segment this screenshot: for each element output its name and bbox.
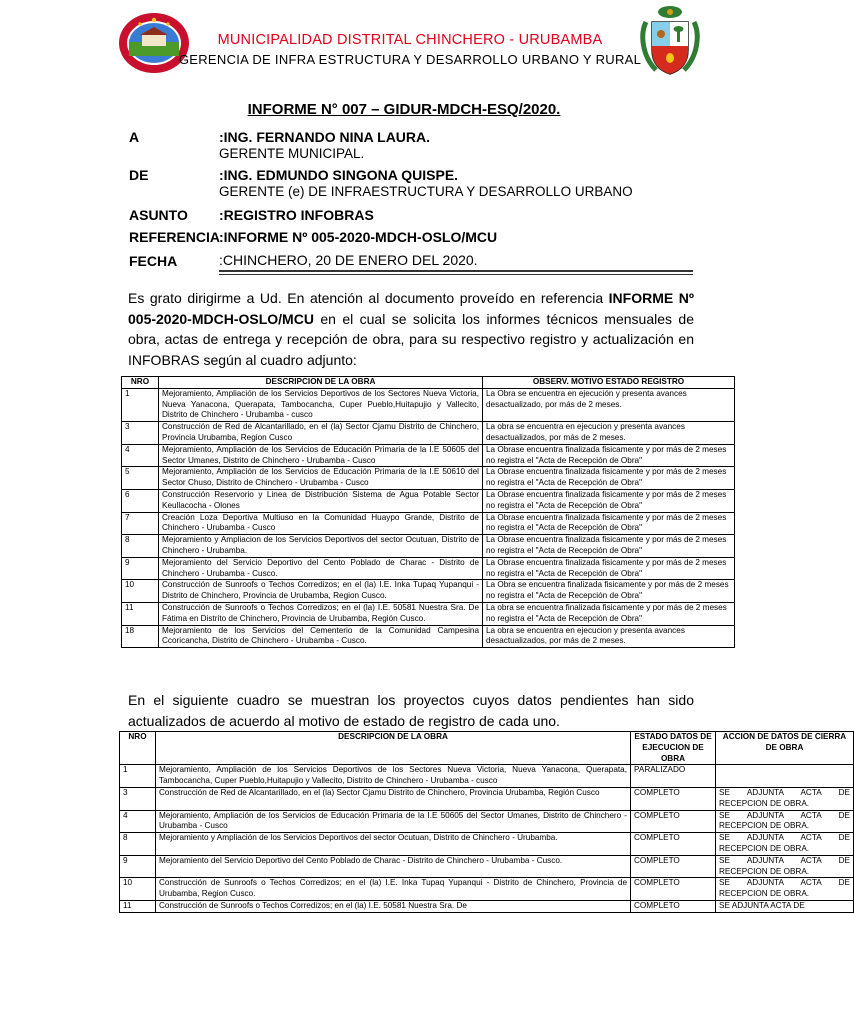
row-number-cell: 3 [122,422,159,445]
observation-cell: La Obrase encuentra finalizada fisicamente y por más de 2 meses no registra el "Acta de Recepción de Obra" [483,467,735,490]
closure-action-cell: SE ADJUNTA ACTA DE RECEPCION DE OBRA. [716,833,854,856]
column-header: ESTADO DATOS DE EJECUCION DE OBRA [631,732,716,765]
work-description-cell: Construcción de Sunroofs o Techos Corredizos; en el (la) I.E. 50581 Nuestra Sra. De Fátima en Distrito de Chinchero, Provincia de Urubamba, Región Cusco. [159,602,483,625]
column-header: ACCION DE DATOS DE CIERRA DE OBRA [716,732,854,765]
row-number-cell: 4 [120,810,156,833]
subject-label: ASUNTO [129,207,188,223]
work-description-cell: Construcción Reservorio y Linea de Distribución Sistema de Agua Potable Sector Keullacocha - Olones [159,489,483,512]
observation-cell: La Obra se encuentra en ejecución y presenta avances desactualizado, por más de 2 meses. [483,388,735,421]
to-role: GERENTE MUNICIPAL. [219,146,365,161]
execution-status-cell: COMPLETO [631,900,716,912]
intro-reference: INFORME Nº 005-2020-MDCH-OSLO/MCU [128,290,695,327]
table-row [120,878,854,901]
closure-action-cell: SE ADJUNTA ACTA DE RECEPCION DE OBRA. [716,855,854,878]
observation-cell: La Obrase encuentra finalizada fisicamente y por más de 2 meses no registra el "Acta de Recepción de Obra" [483,444,735,467]
table-row [122,388,735,421]
work-description-cell: Mejoramiento de los Servicios del Cementerio de la Comunidad Campesina Ccoricancha, Distrito de Chinchero - Urubamba - Cusco. [159,625,483,648]
from-name: :ING. EDMUNDO SINGONA QUISPE. [219,167,459,183]
observation-cell: La obra se encuentra en ejecucion y presenta avances desactualizados, por más de 2 meses. [483,422,735,445]
work-description-cell: Mejoramiento y Ampliación de los Servicios Deportivos del sector Ocutuan, Distrito de Chinchero - Urubamba. [156,833,631,856]
work-description-cell: Mejoramiento y Ampliacion de los Servicios Deportivos del sector Ocutuan, Distrito de Chinchero - Urubamba. [159,535,483,558]
row-number-cell: 3 [120,787,156,810]
table-row [122,535,735,558]
table-row [120,855,854,878]
row-number-cell: 7 [122,512,159,535]
column-header: NRO [122,377,159,389]
to-label: A [129,129,140,145]
reference-label: REFERENCIA [129,229,221,245]
row-number-cell: 10 [120,878,156,901]
work-description-cell: Creación Loza Deportiva Multiuso en la Comunidad Huaypo Grande, Distrito de Chinchero - Urubamba - Cusco [159,512,483,535]
table-row [122,625,735,648]
table-row [122,557,735,580]
closure-action-cell: SE ADJUNTA ACTA DE RECEPCION DE OBRA. [716,878,854,901]
table-row [122,489,735,512]
subject-value: :REGISTRO INFOBRAS [219,207,374,223]
table-row [120,765,854,788]
table-row [120,833,854,856]
observation-cell: La obra se encuentra en ejecucion y presenta avances desactualizados, por más de 2 meses. [483,625,735,648]
column-header: NRO [120,732,156,765]
intro-text-continued: en el cual se solicita los informes técnicos mensuales de obra, actas de entrega y recepción de obra, para su respectivo registro y actualización en INFOBRAS según al cuadro adjunto: [128,310,694,368]
to-name: :ING. FERNANDO NINA LAURA. [219,129,431,145]
execution-status-cell: COMPLETO [631,787,716,810]
closure-action-cell: SE ADJUNTA ACTA DE RECEPCION DE OBRA. [716,787,854,810]
row-number-cell: 8 [120,833,156,856]
row-number-cell: 9 [122,557,159,580]
work-description-cell: Construcción de Sunroofs o Techos Corredizos; en el (la) I.E. Inka Tupaq Yupanqui - Distrito de Chinchero, Provincia de Urubamba, Region Cusco. [159,580,483,603]
observation-cell: La Obrase encuentra finalizada fisicamente y por más de 2 meses no registra el "Acta de Recepción de Obra" [483,489,735,512]
date-value: :CHINCHERO, 20 DE ENERO DEL 2020. [219,252,478,268]
row-number-cell: 1 [120,765,156,788]
execution-status-cell: COMPLETO [631,855,716,878]
row-number-cell: 9 [120,855,156,878]
pending-works-table [121,376,735,648]
row-number-cell: 18 [122,625,159,648]
table-header-row [122,377,735,389]
intro-text: Es grato dirigirme a Ud. En atención al documento proveído en referencia [128,290,609,306]
table-row [122,602,735,625]
from-label: DE [129,167,149,183]
summary-paragraph: En el siguiente cuadro se muestran los proyectos cuyos datos pendientes han sido actualizados de acuerdo al motivo de estado de registro de cada uno. [128,692,694,729]
reference-value: :INFORME Nº 005-2020-MDCH-OSLO/MCU [219,229,498,245]
column-header: DESCRIPCION DE LA OBRA [156,732,631,765]
observation-cell: La Obra se encuentra finalizada fisicamente y por más de 2 meses no registra el "Acta de Recepción de Obra" [483,580,735,603]
work-description-cell: Mejoramiento, Ampliación de los Servicios de Educación Primaria de la I.E 50605 del Sector Umanes, Distrito de Chinchero - Urubamba - Cusco [159,444,483,467]
observation-cell: La obra se encuentra finalizada fisicamente y por más de 2 meses no registra el "Acta de Recepción de Obra" [483,602,735,625]
table-row [122,467,735,490]
closure-action-cell [716,765,854,788]
row-number-cell: 1 [122,388,159,421]
work-description-cell: Mejoramiento del Servicio Deportivo del Cento Poblado de Charac - Distrito de Chinchero - Urubamba - Cusco. [156,855,631,878]
table-row [122,422,735,445]
work-description-cell: Construcción de Red de Alcantarillado, en el (la) Sector Cjamu Distrito de Chinchero, Provincia Urubamba, Región Cusco [156,787,631,810]
date-label: FECHA [129,253,178,269]
table-row [120,810,854,833]
column-header: DESCRIPCION DE LA OBRA [159,377,483,389]
table-row [120,900,854,912]
report-title: INFORME N° 007 – GIDUR-MDCH-ESQ/2020. [247,101,561,118]
observation-cell: La Obrase encuentra finalizada fisicamente y por más de 2 meses no registra el "Acta de Recepción de Obra" [483,512,735,535]
closure-action-cell: SE ADJUNTA ACTA DE [716,900,854,912]
execution-status-cell: COMPLETO [631,833,716,856]
header-divider-thin [219,274,693,275]
table-header-row [120,732,854,765]
row-number-cell: 11 [122,602,159,625]
row-number-cell: 11 [120,900,156,912]
table-row [122,580,735,603]
row-number-cell: 4 [122,444,159,467]
column-header: OBSERV. MOTIVO ESTADO REGISTRO [483,377,735,389]
execution-status-cell: PARALIZADO [631,765,716,788]
row-number-cell: 8 [122,535,159,558]
from-role: GERENTE (e) DE INFRAESTRUCTURA Y DESARROLLO URBANO [219,184,633,199]
row-number-cell: 10 [122,580,159,603]
updated-works-table [119,731,854,913]
work-description-cell: Construcción de Red de Alcantarillado, en el (la) Sector Cjamu Distrito de Chinchero, Provincia Urubamba, Region Cusco [159,422,483,445]
municipality-name: MUNICIPALIDAD DISTRITAL CHINCHERO - URUBAMBA [217,32,603,48]
table-row [120,787,854,810]
work-description-cell: Mejoramiento del Servicio Deportivo del Cento Poblado de Charac - Distrito de Chinchero - Urubamba - Cusco. [159,557,483,580]
closure-action-cell: SE ADJUNTA ACTA DE RECEPCION DE OBRA. [716,810,854,833]
row-number-cell: 6 [122,489,159,512]
work-description-cell: Construcción de Sunroofs o Techos Corredizos; en el (la) I.E. Inka Tupaq Yupanqui - Distrito de Chinchero, Provincia de Urubamba, Region Cusco. [156,878,631,901]
intro-paragraph [128,288,694,370]
observation-cell: La Obrase encuentra finalizada fisicamente y por más de 2 meses no registra el "Acta de Recepción de Obra" [483,535,735,558]
work-description-cell: Mejoramiento, Ampliación de los Servicios de Educación Primaria de la I.E 50610 del Sector Chuso, Distrito de Chinchero - Urubamba - Cusco [159,467,483,490]
work-description-cell: Mejoramiento, Ampliación de los Servicios Deportivos de los Sectores Nueva Victoria, Nueva Yanacona, Querapata, Tambocancha, Cuper Pueblo,Huitapujio y Vallecito, Distrito de Chinchero - Urubamba - cusco [159,388,483,421]
execution-status-cell: COMPLETO [631,878,716,901]
work-description-cell: Mejoramiento, Ampliación de los Servicios de Educación Primaria de la I.E 50605 del Sector Umanes, Distrito de Chinchero - Urubamba - Cusco [156,810,631,833]
table-row [122,444,735,467]
work-description-cell: Construcción de Sunroofs o Techos Corredizos; en el (la) I.E. 50581 Nuestra Sra. De [156,900,631,912]
row-number-cell: 5 [122,467,159,490]
execution-status-cell: COMPLETO [631,810,716,833]
work-description-cell: Mejoramiento, Ampliación de los Servicios Deportivos de los Sectores Nueva Victoria, Nueva Yanacona, Querapata, Tambocancha, Cuper Pueblo,Huitapujio y Vallecito, Distrito de Chinchero - Urubamba - cusco [156,765,631,788]
header-divider [219,270,693,272]
observation-cell: La Obrase encuentra finalizada fisicamente y por más de 2 meses no registra el "Acta de Recepción de Obra" [483,557,735,580]
table-row [122,512,735,535]
office-name: GERENCIA DE INFRA ESTRUCTURA Y DESARROLLO URBANO Y RURAL [178,52,642,67]
